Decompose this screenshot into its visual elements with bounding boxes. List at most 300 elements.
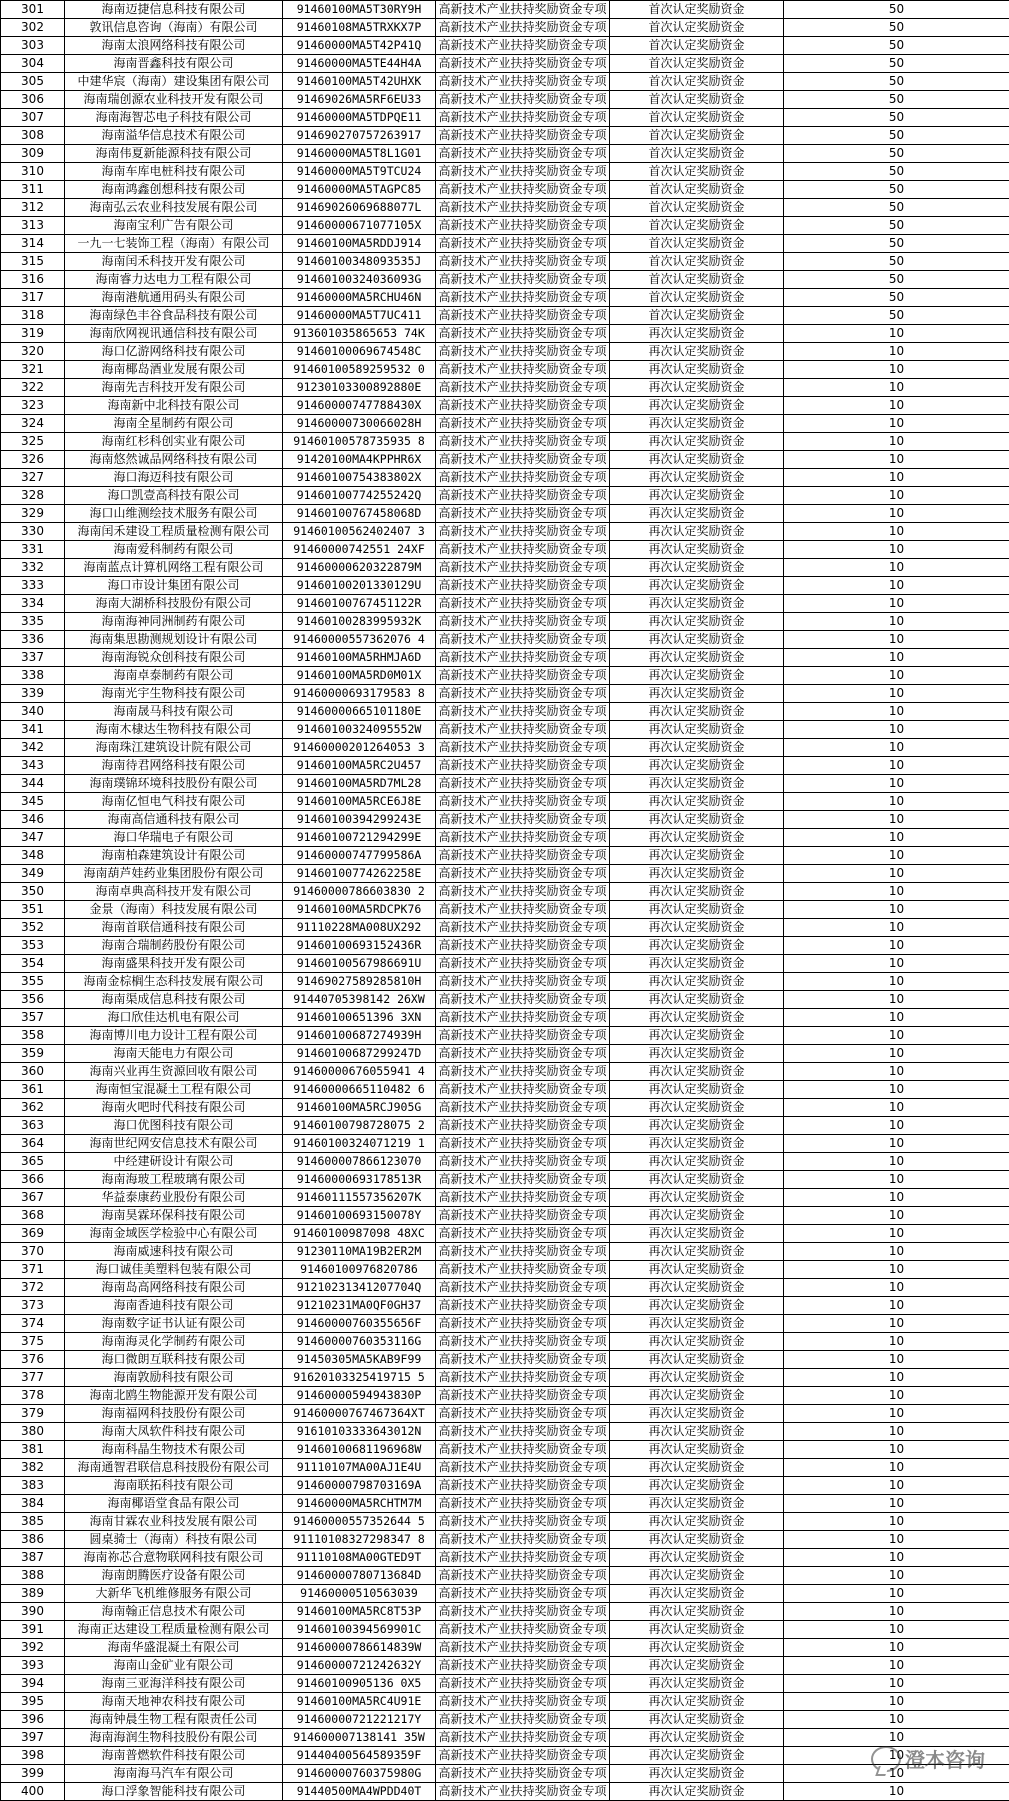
award-type: 再次认定奖励资金 — [610, 577, 784, 595]
table-row — [1, 901, 1009, 919]
credit-code: 91210231341207704Q — [283, 1279, 436, 1297]
credit-code: 91460000747788430X — [283, 397, 436, 415]
company-name: 海南合瑞制药股份有限公司 — [65, 937, 283, 955]
program-name: 高新技术产业扶持奖励资金专项 — [436, 19, 610, 37]
row-number: 329 — [1, 505, 65, 523]
award-type: 首次认定奖励资金 — [610, 289, 784, 307]
credit-code: 91460100MA5RC2U457 — [283, 757, 436, 775]
award-amount: 10 — [784, 667, 1009, 685]
credit-code: 91460000594943830P — [283, 1387, 436, 1405]
row-number: 349 — [1, 865, 65, 883]
award-type: 再次认定奖励资金 — [610, 595, 784, 613]
award-type: 再次认定奖励资金 — [610, 1639, 784, 1657]
program-name: 高新技术产业扶持奖励资金专项 — [436, 361, 610, 379]
table-row — [1, 613, 1009, 631]
company-name: 海南柏森建筑设计有限公司 — [65, 847, 283, 865]
program-name: 高新技术产业扶持奖励资金专项 — [436, 1, 610, 19]
table-row — [1, 1549, 1009, 1567]
credit-code: 91110108327298347 8 — [283, 1531, 436, 1549]
table-row — [1, 217, 1009, 235]
company-name: 海南昊霖环保科技有限公司 — [65, 1207, 283, 1225]
row-number: 373 — [1, 1297, 65, 1315]
program-name: 高新技术产业扶持奖励资金专项 — [436, 217, 610, 235]
table-row — [1, 883, 1009, 901]
program-name: 高新技术产业扶持奖励资金专项 — [436, 1603, 610, 1621]
award-amount: 10 — [784, 1423, 1009, 1441]
company-name: 海南北鸥生物能源开发有限公司 — [65, 1387, 283, 1405]
award-type: 首次认定奖励资金 — [610, 55, 784, 73]
table-row — [1, 991, 1009, 1009]
company-name: 金景（海南）科技发展有限公司 — [65, 901, 283, 919]
company-name: 海南威速科技有限公司 — [65, 1243, 283, 1261]
award-type: 再次认定奖励资金 — [610, 1135, 784, 1153]
table-row — [1, 1063, 1009, 1081]
award-type: 再次认定奖励资金 — [610, 1423, 784, 1441]
row-number: 308 — [1, 127, 65, 145]
award-type: 再次认定奖励资金 — [610, 991, 784, 1009]
row-number: 389 — [1, 1585, 65, 1603]
program-name: 高新技术产业扶持奖励资金专项 — [436, 1207, 610, 1225]
program-name: 高新技术产业扶持奖励资金专项 — [436, 739, 610, 757]
award-amount: 10 — [784, 847, 1009, 865]
credit-code: 91469026069688077L — [283, 199, 436, 217]
company-name: 海南溢华信息技术有限公司 — [65, 127, 283, 145]
credit-code: 91460100MA5RC4U91E — [283, 1693, 436, 1711]
company-name: 海南福网科技股份有限公司 — [65, 1405, 283, 1423]
award-amount: 50 — [784, 91, 1009, 109]
row-number: 326 — [1, 451, 65, 469]
award-type: 首次认定奖励资金 — [610, 217, 784, 235]
table-row — [1, 937, 1009, 955]
award-amount: 10 — [784, 703, 1009, 721]
credit-code: 91460000730066028H — [283, 415, 436, 433]
row-number: 318 — [1, 307, 65, 325]
award-amount: 10 — [784, 1711, 1009, 1729]
award-type: 再次认定奖励资金 — [610, 1459, 784, 1477]
award-amount: 10 — [784, 1261, 1009, 1279]
table-row — [1, 1261, 1009, 1279]
company-name: 海南悠然诚品网络科技有限公司 — [65, 451, 283, 469]
table-row — [1, 1315, 1009, 1333]
credit-code: 91460100754383802X — [283, 469, 436, 487]
table-row — [1, 1171, 1009, 1189]
award-amount: 50 — [784, 127, 1009, 145]
award-amount: 10 — [784, 1459, 1009, 1477]
credit-code: 91460000MA5RCHTM7M — [283, 1495, 436, 1513]
award-amount: 10 — [784, 379, 1009, 397]
program-name: 高新技术产业扶持奖励资金专项 — [436, 1675, 610, 1693]
row-number: 336 — [1, 631, 65, 649]
row-number: 372 — [1, 1279, 65, 1297]
credit-code: 91460100905136 0X5 — [283, 1675, 436, 1693]
award-type: 再次认定奖励资金 — [610, 1261, 784, 1279]
award-type: 再次认定奖励资金 — [610, 1513, 784, 1531]
table-row — [1, 1657, 1009, 1675]
program-name: 高新技术产业扶持奖励资金专项 — [436, 1405, 610, 1423]
credit-code: 91460100687274939H — [283, 1027, 436, 1045]
row-number: 376 — [1, 1351, 65, 1369]
award-amount: 10 — [784, 541, 1009, 559]
credit-code: 91440705398142 26XW — [283, 991, 436, 1009]
table-row — [1, 1477, 1009, 1495]
table-row — [1, 1531, 1009, 1549]
row-number: 339 — [1, 685, 65, 703]
row-number: 385 — [1, 1513, 65, 1531]
program-name: 高新技术产业扶持奖励资金专项 — [436, 1765, 610, 1783]
credit-code: 91460100MA5RD0M01X — [283, 667, 436, 685]
table-row — [1, 181, 1009, 199]
company-name: 圆桌骑士（海南）科技有限公司 — [65, 1531, 283, 1549]
credit-code: 91460100394299243E — [283, 811, 436, 829]
row-number: 393 — [1, 1657, 65, 1675]
company-name: 海口浮象智能科技有限公司 — [65, 1783, 283, 1801]
program-name: 高新技术产业扶持奖励资金专项 — [436, 613, 610, 631]
award-amount: 10 — [784, 1225, 1009, 1243]
credit-code: 91460100201330129U — [283, 577, 436, 595]
award-type: 再次认定奖励资金 — [610, 1675, 784, 1693]
program-name: 高新技术产业扶持奖励资金专项 — [436, 883, 610, 901]
table-row — [1, 1, 1009, 19]
row-number: 328 — [1, 487, 65, 505]
credit-code: 91460000MA5T8L1G01 — [283, 145, 436, 163]
award-type: 再次认定奖励资金 — [610, 1243, 784, 1261]
company-name: 海南椰语堂食品有限公司 — [65, 1495, 283, 1513]
row-number: 310 — [1, 163, 65, 181]
award-type: 首次认定奖励资金 — [610, 181, 784, 199]
award-amount: 10 — [784, 1585, 1009, 1603]
table-row — [1, 433, 1009, 451]
award-type: 再次认定奖励资金 — [610, 1351, 784, 1369]
row-number: 307 — [1, 109, 65, 127]
company-name: 海南渠成信息科技有限公司 — [65, 991, 283, 1009]
row-number: 312 — [1, 199, 65, 217]
award-type: 首次认定奖励资金 — [610, 163, 784, 181]
row-number: 397 — [1, 1729, 65, 1747]
row-number: 388 — [1, 1567, 65, 1585]
company-name: 海南迈捷信息科技有限公司 — [65, 1, 283, 19]
row-number: 355 — [1, 973, 65, 991]
row-number: 313 — [1, 217, 65, 235]
award-type: 再次认定奖励资金 — [610, 613, 784, 631]
award-type: 首次认定奖励资金 — [610, 253, 784, 271]
credit-code: 91460000780713684D — [283, 1567, 436, 1585]
credit-code: 91460000MA5TE44H4A — [283, 55, 436, 73]
program-name: 高新技术产业扶持奖励资金专项 — [436, 379, 610, 397]
table-row — [1, 829, 1009, 847]
award-type: 再次认定奖励资金 — [610, 865, 784, 883]
company-name: 海南欣网视讯通信科技有限公司 — [65, 325, 283, 343]
award-type: 再次认定奖励资金 — [610, 955, 784, 973]
award-amount: 10 — [784, 685, 1009, 703]
credit-code: 91460000767467364XT — [283, 1405, 436, 1423]
company-name: 华益泰康药业股份有限公司 — [65, 1189, 283, 1207]
company-name: 大新华飞机维修服务有限公司 — [65, 1585, 283, 1603]
row-number: 387 — [1, 1549, 65, 1567]
company-name: 海南海马汽车有限公司 — [65, 1765, 283, 1783]
award-amount: 10 — [784, 415, 1009, 433]
company-name: 海南宝利广告有限公司 — [65, 217, 283, 235]
row-number: 351 — [1, 901, 65, 919]
credit-code: 91460100324071219 1 — [283, 1135, 436, 1153]
award-amount: 50 — [784, 217, 1009, 235]
program-name: 高新技术产业扶持奖励资金专项 — [436, 847, 610, 865]
table-row — [1, 685, 1009, 703]
award-amount: 10 — [784, 631, 1009, 649]
program-name: 高新技术产业扶持奖励资金专项 — [436, 1225, 610, 1243]
award-type: 再次认定奖励资金 — [610, 541, 784, 559]
credit-code: 91460100687299247D — [283, 1045, 436, 1063]
award-type: 再次认定奖励资金 — [610, 1477, 784, 1495]
company-name: 海南祢芯合意物联网科技有限公司 — [65, 1549, 283, 1567]
award-amount: 50 — [784, 19, 1009, 37]
row-number: 305 — [1, 73, 65, 91]
award-amount: 10 — [784, 451, 1009, 469]
table-row — [1, 1639, 1009, 1657]
row-number: 315 — [1, 253, 65, 271]
award-amount: 10 — [784, 919, 1009, 937]
table-row — [1, 739, 1009, 757]
company-name: 海南海玻工程玻璃有限公司 — [65, 1171, 283, 1189]
credit-code: 91460111557356207K — [283, 1189, 436, 1207]
table-row — [1, 343, 1009, 361]
company-name: 海南璞锦环境科技股份有限公司 — [65, 775, 283, 793]
row-number: 378 — [1, 1387, 65, 1405]
award-type: 首次认定奖励资金 — [610, 271, 784, 289]
row-number: 392 — [1, 1639, 65, 1657]
table-row — [1, 1279, 1009, 1297]
award-type: 再次认定奖励资金 — [610, 973, 784, 991]
award-type: 再次认定奖励资金 — [610, 469, 784, 487]
row-number: 365 — [1, 1153, 65, 1171]
credit-code: 91460100578735935 8 — [283, 433, 436, 451]
program-name: 高新技术产业扶持奖励资金专项 — [436, 1369, 610, 1387]
award-amount: 10 — [784, 1153, 1009, 1171]
award-amount: 50 — [784, 1, 1009, 19]
award-type: 再次认定奖励资金 — [610, 703, 784, 721]
row-number: 342 — [1, 739, 65, 757]
award-type: 再次认定奖励资金 — [610, 1171, 784, 1189]
credit-code: 91210231MA0QF0GH37 — [283, 1297, 436, 1315]
credit-code: 91460100798728075 2 — [283, 1117, 436, 1135]
company-name: 海南瑞创源农业科技开发有限公司 — [65, 91, 283, 109]
credit-code: 91460000MA5T9TCU24 — [283, 163, 436, 181]
row-number: 343 — [1, 757, 65, 775]
program-name: 高新技术产业扶持奖励资金专项 — [436, 541, 610, 559]
award-type: 再次认定奖励资金 — [610, 1567, 784, 1585]
table-row — [1, 721, 1009, 739]
award-amount: 10 — [784, 1279, 1009, 1297]
award-type: 再次认定奖励资金 — [610, 829, 784, 847]
program-name: 高新技术产业扶持奖励资金专项 — [436, 1009, 610, 1027]
award-type: 再次认定奖励资金 — [610, 325, 784, 343]
credit-code: 91460100MA5RCJ905G — [283, 1099, 436, 1117]
award-amount: 10 — [784, 433, 1009, 451]
table-row — [1, 1441, 1009, 1459]
table-row — [1, 253, 1009, 271]
table-row — [1, 1405, 1009, 1423]
company-name: 敦讯信息咨询（海南）有限公司 — [65, 19, 283, 37]
company-name: 海南岛高网络科技有限公司 — [65, 1279, 283, 1297]
award-amount: 10 — [784, 1351, 1009, 1369]
program-name: 高新技术产业扶持奖励资金专项 — [436, 1063, 610, 1081]
award-amount: 10 — [784, 721, 1009, 739]
award-amount: 50 — [784, 289, 1009, 307]
table-row — [1, 523, 1009, 541]
row-number: 370 — [1, 1243, 65, 1261]
table-row — [1, 1459, 1009, 1477]
row-number: 363 — [1, 1117, 65, 1135]
watermark-text: 澄本咨询 — [905, 1748, 985, 1772]
award-type: 再次认定奖励资金 — [610, 739, 784, 757]
program-name: 高新技术产业扶持奖励资金专项 — [436, 289, 610, 307]
row-number: 391 — [1, 1621, 65, 1639]
row-number: 398 — [1, 1747, 65, 1765]
award-amount: 10 — [784, 1099, 1009, 1117]
table-row — [1, 199, 1009, 217]
row-number: 386 — [1, 1531, 65, 1549]
table-row — [1, 1603, 1009, 1621]
company-name: 海南敦励科技有限公司 — [65, 1369, 283, 1387]
award-amount: 10 — [784, 613, 1009, 631]
award-amount: 10 — [784, 1315, 1009, 1333]
award-amount: 50 — [784, 73, 1009, 91]
table-row — [1, 1135, 1009, 1153]
award-amount: 50 — [784, 199, 1009, 217]
company-name: 海南三亚海洋科技有限公司 — [65, 1675, 283, 1693]
table-row — [1, 1009, 1009, 1027]
credit-code: 91620103325419715 5 — [283, 1369, 436, 1387]
program-name: 高新技术产业扶持奖励资金专项 — [436, 757, 610, 775]
credit-code: 91460100MA5RC8T53P — [283, 1603, 436, 1621]
company-name: 海南睿力达电力工程有限公司 — [65, 271, 283, 289]
company-name: 海南海润生物科技股份有限公司 — [65, 1729, 283, 1747]
table-row — [1, 1693, 1009, 1711]
award-amount: 10 — [784, 1549, 1009, 1567]
row-number: 301 — [1, 1, 65, 19]
credit-code: 91460000721242632Y — [283, 1657, 436, 1675]
program-name: 高新技术产业扶持奖励资金专项 — [436, 1387, 610, 1405]
award-amount: 50 — [784, 145, 1009, 163]
program-name: 高新技术产业扶持奖励资金专项 — [436, 1243, 610, 1261]
award-type: 再次认定奖励资金 — [610, 505, 784, 523]
award-type: 再次认定奖励资金 — [610, 451, 784, 469]
award-amount: 10 — [784, 397, 1009, 415]
credit-code: 91460000510563039 — [283, 1585, 436, 1603]
row-number: 316 — [1, 271, 65, 289]
program-name: 高新技术产业扶持奖励资金专项 — [436, 1261, 610, 1279]
award-amount: 10 — [784, 343, 1009, 361]
credit-code: 91460100324095552W — [283, 721, 436, 739]
award-amount: 10 — [784, 1135, 1009, 1153]
program-name: 高新技术产业扶持奖励资金专项 — [436, 1729, 610, 1747]
row-number: 381 — [1, 1441, 65, 1459]
credit-code: 91460100693152436R — [283, 937, 436, 955]
table-row — [1, 1765, 1009, 1783]
table-row — [1, 1081, 1009, 1099]
award-type: 首次认定奖励资金 — [610, 19, 784, 37]
row-number: 371 — [1, 1261, 65, 1279]
company-name: 海南盛果科技开发有限公司 — [65, 955, 283, 973]
credit-code: 91460000MA5T7UC411 — [283, 307, 436, 325]
credit-code: 91460000671077105X — [283, 217, 436, 235]
credit-code: 91440500MA4WPDD40T — [283, 1783, 436, 1801]
table-row — [1, 1333, 1009, 1351]
table-row — [1, 1675, 1009, 1693]
row-number: 303 — [1, 37, 65, 55]
credit-code: 91110108MA00GTED9T — [283, 1549, 436, 1567]
table-row — [1, 1621, 1009, 1639]
row-number: 341 — [1, 721, 65, 739]
award-type: 再次认定奖励资金 — [610, 937, 784, 955]
program-name: 高新技术产业扶持奖励资金专项 — [436, 415, 610, 433]
table-row — [1, 451, 1009, 469]
row-number: 382 — [1, 1459, 65, 1477]
company-name: 海南亿恒电气科技有限公司 — [65, 793, 283, 811]
table-row — [1, 577, 1009, 595]
row-number: 331 — [1, 541, 65, 559]
credit-code: 91420100MA4KPPHR6X — [283, 451, 436, 469]
award-type: 再次认定奖励资金 — [610, 1765, 784, 1783]
award-amount: 10 — [784, 793, 1009, 811]
award-type: 再次认定奖励资金 — [610, 793, 784, 811]
credit-code: 913601035865653 74K — [283, 325, 436, 343]
company-name: 海南钟晨生物工程有限责任公司 — [65, 1711, 283, 1729]
company-name: 海南珠江建筑设计院有限公司 — [65, 739, 283, 757]
credit-code: 91460000557362076 4 — [283, 631, 436, 649]
program-name: 高新技术产业扶持奖励资金专项 — [436, 55, 610, 73]
award-type: 再次认定奖励资金 — [610, 811, 784, 829]
award-type: 再次认定奖励资金 — [610, 1081, 784, 1099]
award-table-body — [1, 1, 1009, 1801]
award-amount: 10 — [784, 757, 1009, 775]
award-amount: 10 — [784, 1405, 1009, 1423]
program-name: 高新技术产业扶持奖励资金专项 — [436, 1783, 610, 1801]
award-type: 再次认定奖励资金 — [610, 685, 784, 703]
table-row — [1, 847, 1009, 865]
program-name: 高新技术产业扶持奖励资金专项 — [436, 307, 610, 325]
credit-code: 91460100562402407 3 — [283, 523, 436, 541]
row-number: 375 — [1, 1333, 65, 1351]
award-amount: 10 — [784, 811, 1009, 829]
table-row — [1, 541, 1009, 559]
company-name: 海口市设计集团有限公司 — [65, 577, 283, 595]
award-amount: 10 — [784, 1675, 1009, 1693]
row-number: 364 — [1, 1135, 65, 1153]
table-row — [1, 163, 1009, 181]
credit-code: 91460000MA5T42P41Q — [283, 37, 436, 55]
award-amount: 10 — [784, 829, 1009, 847]
row-number: 361 — [1, 1081, 65, 1099]
table-row — [1, 631, 1009, 649]
company-name: 海南正达建设工程质量检测有限公司 — [65, 1621, 283, 1639]
program-name: 高新技术产业扶持奖励资金专项 — [436, 1747, 610, 1765]
program-name: 高新技术产业扶持奖励资金专项 — [436, 919, 610, 937]
program-name: 高新技术产业扶持奖励资金专项 — [436, 1459, 610, 1477]
company-name: 海南火吧时代科技有限公司 — [65, 1099, 283, 1117]
row-number: 325 — [1, 433, 65, 451]
award-type: 再次认定奖励资金 — [610, 1117, 784, 1135]
credit-code: 91460100589259532 0 — [283, 361, 436, 379]
program-name: 高新技术产业扶持奖励资金专项 — [436, 451, 610, 469]
row-number: 302 — [1, 19, 65, 37]
table-row — [1, 73, 1009, 91]
company-name: 海南数字证书认证有限公司 — [65, 1315, 283, 1333]
award-type: 首次认定奖励资金 — [610, 109, 784, 127]
award-type: 再次认定奖励资金 — [610, 1297, 784, 1315]
program-name: 高新技术产业扶持奖励资金专项 — [436, 37, 610, 55]
program-name: 高新技术产业扶持奖励资金专项 — [436, 253, 610, 271]
company-name: 海南爱科制药有限公司 — [65, 541, 283, 559]
